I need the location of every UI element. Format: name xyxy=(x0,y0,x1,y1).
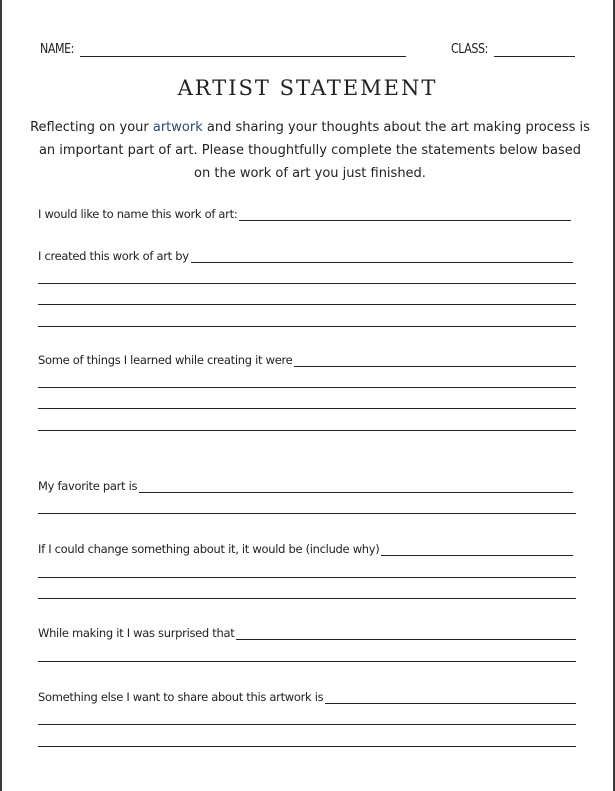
answer-line[interactable] xyxy=(38,746,576,747)
class-field[interactable] xyxy=(494,56,575,57)
intro-paragraph xyxy=(30,116,590,185)
page-title: ARTIST STATEMENT xyxy=(177,76,438,100)
class-label: CLASS: xyxy=(451,42,488,57)
prompt-learned: Some of things I learned while creating it were xyxy=(38,353,293,367)
intro-text-rest: and sharing your thoughts about the art making process is an important part of art. Please thoughtfully complete the statements below based on the work of art you just finished. xyxy=(38,120,590,181)
answer-line[interactable] xyxy=(38,598,576,599)
prompt-created-by: I created this work of art by xyxy=(38,249,189,263)
answer-line[interactable] xyxy=(38,430,576,431)
answer-line[interactable] xyxy=(38,387,576,388)
intro-text: Reflecting on your xyxy=(30,120,153,135)
name-label: NAME: xyxy=(40,42,74,57)
prompt-change: If I could change something about it, it would be (include why) xyxy=(38,542,380,556)
intro-highlight: artwork xyxy=(152,120,203,135)
answer-line[interactable] xyxy=(38,304,576,305)
answer-line[interactable] xyxy=(38,513,576,514)
prompt-favorite-part: My favorite part is xyxy=(38,479,138,493)
page-border-left xyxy=(0,0,2,791)
answer-line[interactable] xyxy=(38,724,576,725)
answer-line[interactable] xyxy=(38,408,576,409)
prompt-share: Something else I want to share about this artwork is xyxy=(38,690,324,704)
answer-line[interactable] xyxy=(38,283,576,284)
prompt-surprised: While making it I was surprised that xyxy=(38,626,235,640)
prompt-artwork-name: I would like to name this work of art: xyxy=(38,207,238,221)
answer-line[interactable] xyxy=(38,326,576,327)
answer-line[interactable] xyxy=(38,661,576,662)
name-field[interactable] xyxy=(80,56,406,57)
answer-line[interactable] xyxy=(38,577,576,578)
